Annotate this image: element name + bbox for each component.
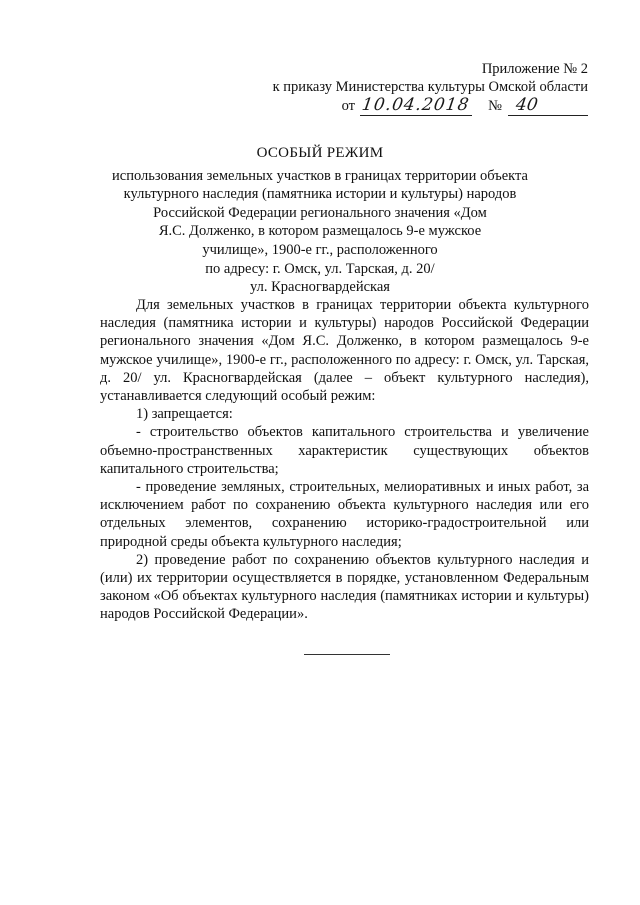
appendix-number: Приложение № 2 xyxy=(481,61,588,77)
body-paragraph: 2) проведение работ по сохранению объектов культурного наследия и (или) их территории осуществляется в порядке, установленном Федеральным законом «Об объектах культурного наследия (памятниках истории и культуры) народов Российской Федерации». xyxy=(100,551,589,623)
date-prefix: от xyxy=(341,98,355,114)
order-reference: к приказу Министерства культуры Омской области xyxy=(272,79,588,95)
handwritten-number: 40 xyxy=(514,95,540,115)
document-header xyxy=(248,60,588,117)
body-paragraph: Для земельных участков в границах территории объекта культурного наследия (памятника истории и культуры) народов Российской Федерации регионального значения «Дом Я.С. Долженко, в котором размещалось 9-е мужское училище», 1900-е гг., расположенного по адресу: г. Омск, ул. Тарская, д. 20/ ул. Красногвардейская (далее – объект культурного наследия), устанавливается следующий особый режим: xyxy=(100,297,589,405)
subtitle-line: ул. Красногвардейская xyxy=(250,279,390,296)
date-field xyxy=(360,95,472,116)
order-date-number-row xyxy=(248,97,588,117)
subtitle-line: Я.С. Долженко, в котором размещалось 9-е мужское xyxy=(158,223,482,240)
body-paragraph: 1) запрещается: xyxy=(136,406,233,423)
number-label: № xyxy=(488,98,502,114)
body-paragraph: - проведение земляных, строительных, мелиоративных и иных работ, за исключением работ по сохранению объекта культурного наследия или его отдельных элементов, сохранению историко-градостроительной или природной среды объекта культурного наследия; xyxy=(100,479,589,550)
subtitle-line: по адресу: г. Омск, ул. Тарская, д. 20/ xyxy=(205,260,435,277)
document-title: ОСОБЫЙ РЕЖИМ xyxy=(256,145,384,161)
title-block xyxy=(100,144,540,297)
body-paragraph: - строительство объектов капитального строительства и увеличение объемно-пространственных характеристик существующих объектов капитального строительства; xyxy=(100,424,589,477)
number-field xyxy=(508,95,588,116)
subtitle-line: использования земельных участков в границах территории объекта xyxy=(112,167,528,184)
subtitle-line: училище», 1900-е гг., расположенного xyxy=(202,241,438,258)
subtitle-line: Российской Федерации регионального значения «Дом xyxy=(153,204,487,221)
handwritten-date: 10.04.2018 xyxy=(360,95,471,115)
document-body xyxy=(100,296,589,624)
subtitle-line: культурного наследия (памятника истории и культуры) народов xyxy=(123,186,517,203)
end-divider xyxy=(304,654,390,655)
